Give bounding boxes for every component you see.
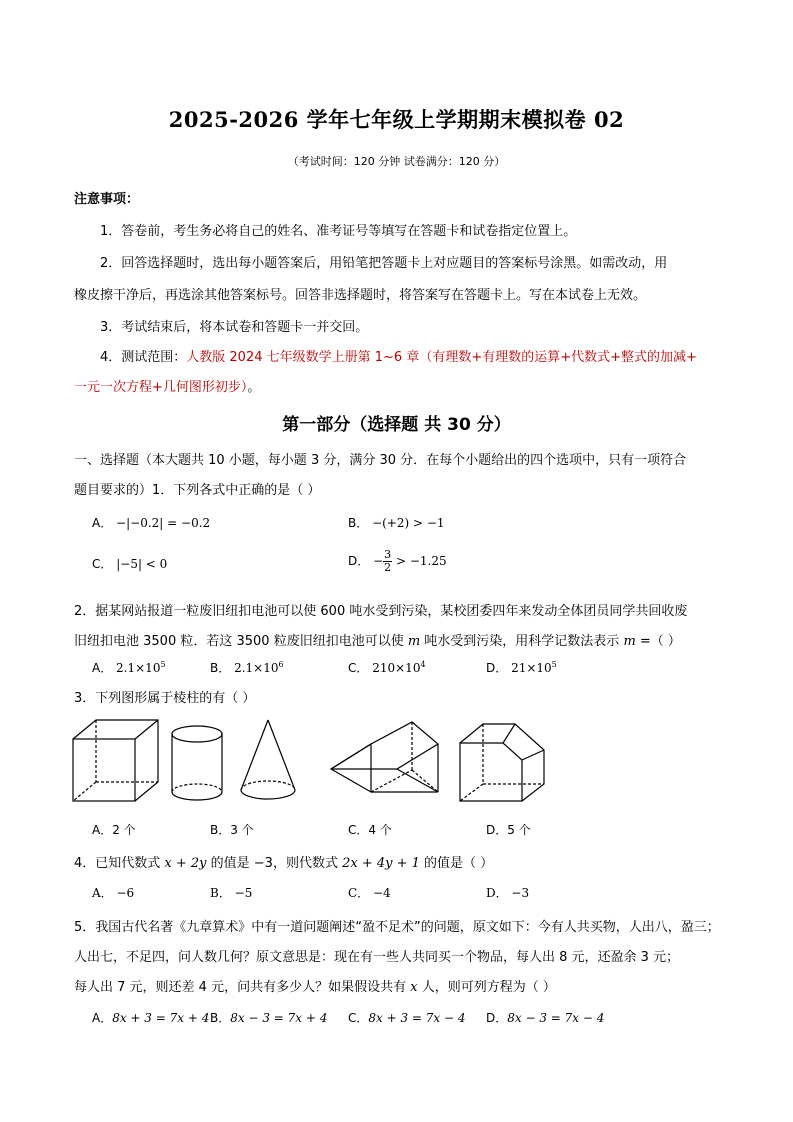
- test-scope-cont: 一元一次方程+几何图形初步）: [74, 380, 248, 395]
- q1-stem: 题目要求的）1．下列各式中正确的是（ ）: [74, 483, 321, 498]
- q4-option-d: D． −3: [486, 886, 530, 900]
- notice-item-4: [100, 346, 697, 365]
- text: =（ ）: [635, 634, 681, 649]
- option-label: A．: [92, 516, 113, 530]
- triangular-prism-figure: [331, 722, 438, 792]
- text: 4．已知代数式: [74, 856, 165, 871]
- q5-stem-line3: [74, 976, 556, 995]
- cylinder-figure: [172, 726, 222, 800]
- minus-sign: −: [373, 554, 384, 568]
- q5-option-d: [486, 1009, 604, 1026]
- q2-stem-line2: [74, 630, 681, 649]
- option-label: B．: [348, 516, 369, 530]
- option-label: D．: [348, 554, 370, 568]
- q5-stem-line1: 5．我国古代名著《九章算术》中有一道问题阐述“盈不足术”的问题，原文如下：今有人共买物，人出八，盈三；: [74, 920, 720, 935]
- q3-option-a: A．2 个: [92, 823, 136, 837]
- q5-option-b: [210, 1009, 327, 1026]
- q5-stem-line2: 人出七，不足四，问人数几何？原文意思是：现在有一些人共同买一个物品，每人出 8 元，还盈余 3 元；: [74, 950, 680, 965]
- cube-figure: [73, 720, 158, 801]
- option-label: C．: [348, 661, 369, 675]
- option-label: C．: [92, 557, 113, 571]
- q4-option-c: C． −4: [348, 886, 391, 900]
- text: 旧纽扣电池 3500 粒．若这 3500 粒废旧纽扣电池可以使: [74, 634, 408, 649]
- q2-option-b: [210, 659, 284, 676]
- option-label: B．: [210, 1011, 231, 1025]
- option-label: B．: [210, 661, 231, 675]
- notice-item-3: 3．考试结束后，将本试卷和答题卡一并交回。: [100, 320, 369, 335]
- q4-option-a: A． −6: [92, 886, 135, 900]
- text: 吨水受到污染，用科学记数法表示: [420, 634, 624, 649]
- q2-option-c: [348, 659, 426, 676]
- q1-option-d: [348, 549, 447, 574]
- option-expr: 210×10: [372, 661, 421, 675]
- period: 。: [247, 380, 261, 395]
- text: 每人出 7 元，则还差 4 元，问共有多少人？如果假设共有: [74, 980, 411, 995]
- expr: 2x + 4y + 1: [342, 856, 420, 871]
- solid-figures: [66, 716, 556, 808]
- expr: x + 2y: [164, 856, 207, 871]
- option-expr: 8x + 3 = 7x − 4: [368, 1011, 466, 1025]
- notice-item-4-cont: [74, 376, 260, 395]
- text: 人，则可列方程为（ ）: [417, 980, 556, 995]
- option-expr: 8x − 3 = 7x − 4: [507, 1011, 605, 1025]
- exponent: 6: [278, 660, 284, 669]
- q3-option-c: C．4 个: [348, 823, 392, 837]
- notice-item-4-prefix: 4．测试范围：: [100, 350, 187, 365]
- cut-cube-figure: [460, 724, 544, 801]
- option-expr: −(+2) > −1: [372, 516, 445, 530]
- option-label: D．: [486, 661, 508, 675]
- option-expr: |−5| < 0: [116, 557, 168, 571]
- option-expr: 8x − 3 = 7x + 4: [230, 1011, 328, 1025]
- q1-option-a: [92, 514, 210, 531]
- var-m: m: [407, 634, 421, 649]
- test-scope: 人教版 2024 七年级数学上册第 1~6 章（有理数+有理数的运算+代数式+整式的加减+: [186, 350, 697, 365]
- section-title: 第一部分（选择题 共 30 分）: [282, 415, 511, 435]
- q1-option-b: [348, 514, 445, 531]
- exponent: 5: [551, 660, 557, 669]
- option-expr: 21×10: [511, 661, 552, 675]
- notice-heading: 注意事项：: [74, 192, 140, 207]
- cone-figure: [241, 720, 295, 799]
- option-label: A．: [92, 661, 113, 675]
- notice-item-2-cont: 橡皮擦干净后，再选涂其他答案标号。回答非选择题时，将答案写在答题卡上。写在本试卷上无效。: [74, 288, 647, 303]
- notice-item-1: 1．答卷前，考生务必将自己的姓名、准考证号等填写在答题卡和试卷指定位置上。: [100, 224, 577, 239]
- q2-option-a: [92, 659, 166, 676]
- denominator: 2: [384, 561, 392, 574]
- var-x: x: [410, 980, 418, 995]
- q1-option-c: [92, 555, 167, 572]
- q5-option-c: [348, 1009, 466, 1026]
- exam-info: （考试时间：120 分钟 试卷满分：120 分）: [287, 155, 506, 168]
- page-title: 2025-2026 学年七年级上学期期末模拟卷 02: [168, 107, 625, 132]
- q3-option-d: D．5 个: [486, 823, 531, 837]
- option-label: A．: [92, 1011, 113, 1025]
- q4-stem: [74, 852, 493, 871]
- q4-option-b: B． −5: [210, 886, 253, 900]
- q3-stem: 3．下列图形属于棱柱的有（ ）: [74, 691, 256, 706]
- option-expr: 2.1×10: [234, 661, 279, 675]
- text: 的值是（ ）: [419, 856, 494, 871]
- fraction: [383, 549, 392, 574]
- option-expr: 2.1×10: [116, 661, 161, 675]
- q1-instruction: 一、选择题（本大题共 10 小题，每小题 3 分，满分 30 分．在每个小题给出的四个选项中，只有一项符合: [74, 453, 687, 468]
- numerator: 3: [384, 548, 392, 561]
- exponent: 4: [420, 660, 426, 669]
- notice-item-2: 2．回答选择题时，选出每小题答案后，用铅笔把答题卡上对应题目的答案标号涂黑。如需改动，用: [100, 256, 668, 271]
- option-expr: −|−0.2| = −0.2: [116, 516, 211, 530]
- q2-stem-line1: 2．据某网站报道一粒废旧纽扣电池可以使 600 吨水受到污染，某校团委四年来发动全体团员同学共回收废: [74, 604, 688, 619]
- var-m: m: [623, 634, 636, 649]
- exponent: 5: [160, 660, 166, 669]
- text: 的值是 −3，则代数式: [206, 856, 343, 871]
- option-label: D．: [486, 1011, 508, 1025]
- q3-option-b: B．3 个: [210, 823, 254, 837]
- q5-option-a: [92, 1009, 209, 1026]
- option-label: C．: [348, 1011, 369, 1025]
- option-expr: 8x + 3 = 7x + 4: [112, 1011, 210, 1025]
- option-expr: > −1.25: [395, 554, 447, 568]
- q2-option-d: [486, 659, 557, 676]
